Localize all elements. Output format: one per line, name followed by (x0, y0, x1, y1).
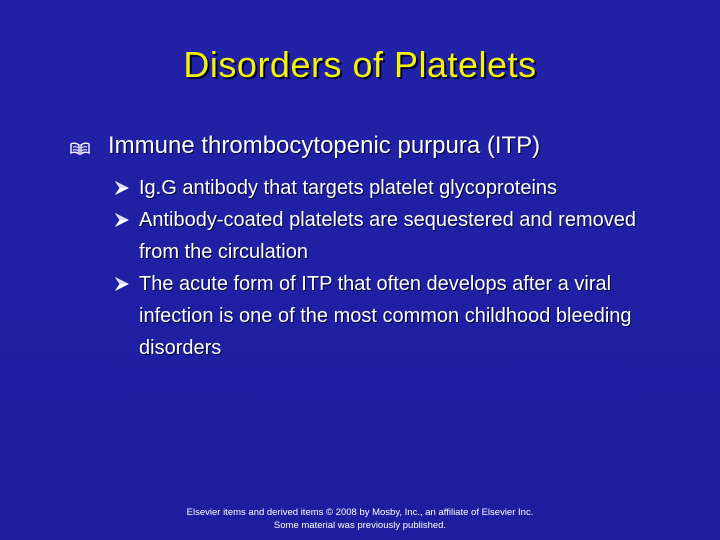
sub-bullet-list (114, 172, 654, 364)
slide-title: Disorders of Platelets (183, 44, 537, 85)
main-bullet-text: Immune thrombocytopenic purpura (ITP) (108, 132, 541, 159)
footer-line-2: Some material was previously published. (273, 520, 447, 531)
arrowhead-bullet-icon (115, 277, 129, 291)
footer-line-1: Elsevier items and derived items © 2008 by Mosby, Inc., an affiliate of Elsevier Inc. (186, 507, 534, 518)
sub-bullet-text: Ig.G antibody that targets platelet glycoproteins (139, 177, 558, 199)
sub-bullet-item (114, 172, 654, 204)
copyright-footer (0, 506, 720, 532)
arrowhead-bullet-icon (115, 181, 129, 195)
sub-bullet-text: The acute form of ITP that often develops after a viral infection is one of the most common childhood bleeding disorders (139, 273, 632, 359)
sub-bullet-text: Antibody-coated platelets are sequestered and removed from the circulation (139, 209, 636, 263)
sub-bullet-item (114, 268, 654, 364)
bookmark-ribbon-icon (69, 142, 91, 156)
arrowhead-bullet-icon (115, 213, 129, 227)
sub-bullet-item (114, 204, 654, 268)
